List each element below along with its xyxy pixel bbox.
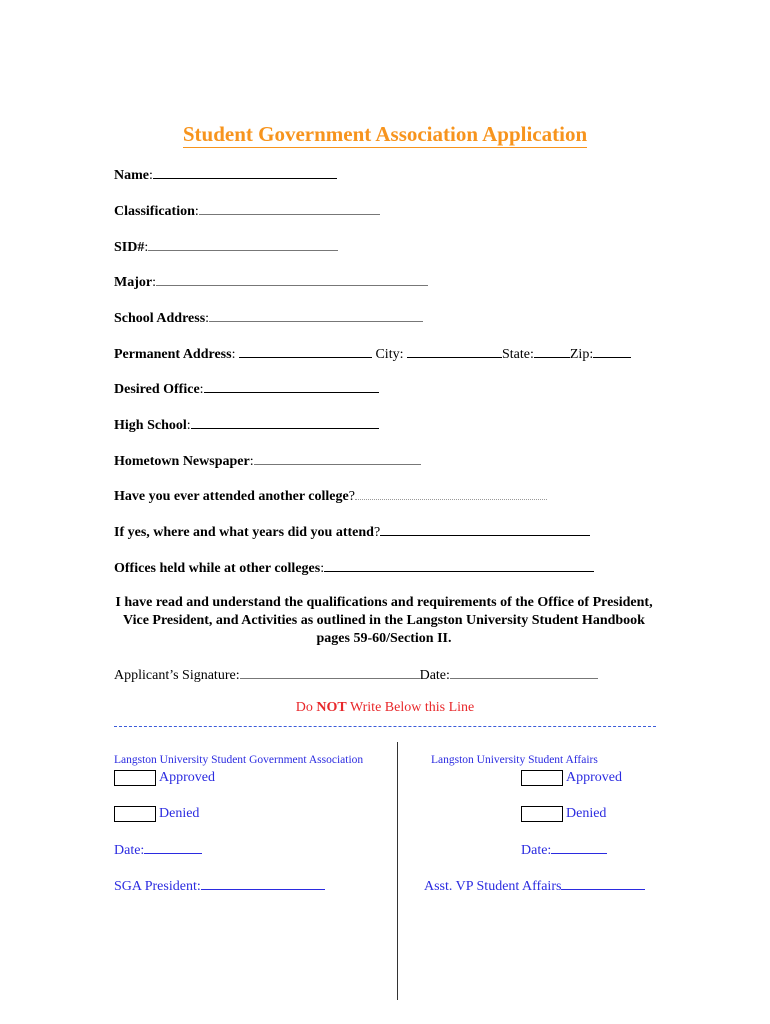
sga-date-line[interactable] <box>144 841 202 854</box>
school-address-line[interactable] <box>209 309 423 322</box>
name-field[interactable]: Name: <box>114 166 337 185</box>
offices-held-line[interactable] <box>324 559 594 572</box>
school-address-field[interactable]: School Address: <box>114 309 423 328</box>
classification-label: Classification <box>114 204 195 219</box>
affairs-denied-label: Denied <box>566 806 607 822</box>
high-school-field[interactable]: High School: <box>114 416 379 435</box>
other-college-field[interactable]: Have you ever attended another college? <box>114 487 547 506</box>
signature-row[interactable] <box>114 666 598 684</box>
sga-approved-option[interactable] <box>114 770 215 786</box>
classification-line[interactable] <box>199 202 380 215</box>
school-address-label: School Address <box>114 311 206 326</box>
offices-held-field[interactable]: Offices held while at other colleges: <box>114 559 594 578</box>
permanent-address-line[interactable] <box>239 345 372 358</box>
where-attend-label: If yes, where and what years did you attend <box>114 525 374 540</box>
other-college-line[interactable] <box>355 487 547 500</box>
signature-line[interactable] <box>240 666 420 679</box>
major-field[interactable]: Major: <box>114 273 428 292</box>
sid-field[interactable]: SID#: <box>114 238 338 257</box>
affairs-approved-checkbox[interactable] <box>521 770 563 786</box>
major-line[interactable] <box>156 273 428 286</box>
affairs-denied-checkbox[interactable] <box>521 806 563 822</box>
sga-president-field[interactable] <box>114 877 325 895</box>
signature-label: Applicant’s Signature: <box>114 668 240 683</box>
sga-panel-heading: Langston University Student Government Association <box>114 754 364 766</box>
name-label: Name <box>114 168 149 183</box>
hometown-newspaper-field[interactable]: Hometown Newspaper: <box>114 452 421 471</box>
affairs-approved-option[interactable] <box>521 770 622 786</box>
hometown-newspaper-line[interactable] <box>254 452 421 465</box>
city-line[interactable] <box>407 345 502 358</box>
name-line[interactable] <box>153 166 337 179</box>
sga-president-line[interactable] <box>201 877 325 890</box>
affairs-signer-line[interactable] <box>561 877 645 890</box>
office-use-vertical-divider <box>397 742 398 1000</box>
high-school-label: High School <box>114 418 187 433</box>
office-use-divider-line <box>114 726 656 727</box>
where-attend-field[interactable]: If yes, where and what years did you attend? <box>114 523 590 542</box>
permanent-address-field[interactable]: Permanent Address: City: State: Zip: <box>114 345 631 364</box>
sga-approved-label: Approved <box>159 770 215 786</box>
sga-president-label: SGA President: <box>114 879 201 894</box>
sid-label: SID# <box>114 240 145 255</box>
affairs-date-label: Date: <box>521 843 552 858</box>
major-label: Major <box>114 275 153 290</box>
sga-date-label: Date: <box>114 843 145 858</box>
acknowledgement-statement: I have read and understand the qualifications and requirements of the Office of President, Vice President, and Activities as outlined in the Langston University Student Handbook pages 59-60/Section II. <box>115 595 653 646</box>
sga-denied-label: Denied <box>159 806 200 822</box>
sga-date-field[interactable] <box>114 841 202 859</box>
signature-date-label: Date: <box>419 668 450 683</box>
affairs-date-field[interactable] <box>521 841 607 859</box>
classification-field[interactable]: Classification: <box>114 202 380 221</box>
desired-office-field[interactable]: Desired Office: <box>114 380 379 399</box>
zip-label: Zip: <box>569 347 594 362</box>
affairs-signer-field[interactable] <box>424 877 645 895</box>
desired-office-line[interactable] <box>204 380 379 393</box>
affairs-denied-option[interactable] <box>521 806 606 822</box>
student-affairs-panel-heading: Langston University Student Affairs <box>431 754 598 766</box>
hometown-newspaper-label: Hometown Newspaper <box>114 454 250 469</box>
other-college-label: Have you ever attended another college <box>114 489 349 504</box>
state-line[interactable] <box>534 345 570 358</box>
signature-date-line[interactable] <box>450 666 598 679</box>
sga-approved-checkbox[interactable] <box>114 770 156 786</box>
state-label: State: <box>501 347 534 362</box>
affairs-signer-label: Asst. VP Student Affairs <box>424 879 562 894</box>
do-not-write-notice: Do NOT Write Below this Line <box>295 700 475 715</box>
desired-office-label: Desired Office <box>114 382 200 397</box>
permanent-address-label: Permanent Address <box>114 347 232 362</box>
sga-denied-option[interactable] <box>114 806 199 822</box>
where-attend-line[interactable] <box>380 523 590 536</box>
form-title: Student Government Association Application <box>182 122 588 146</box>
high-school-line[interactable] <box>191 416 379 429</box>
city-label: City: <box>375 347 404 362</box>
offices-held-label: Offices held while at other colleges <box>114 561 321 576</box>
zip-line[interactable] <box>593 345 631 358</box>
affairs-approved-label: Approved <box>566 770 622 786</box>
sga-denied-checkbox[interactable] <box>114 806 156 822</box>
affairs-date-line[interactable] <box>551 841 607 854</box>
sid-line[interactable] <box>148 238 338 251</box>
